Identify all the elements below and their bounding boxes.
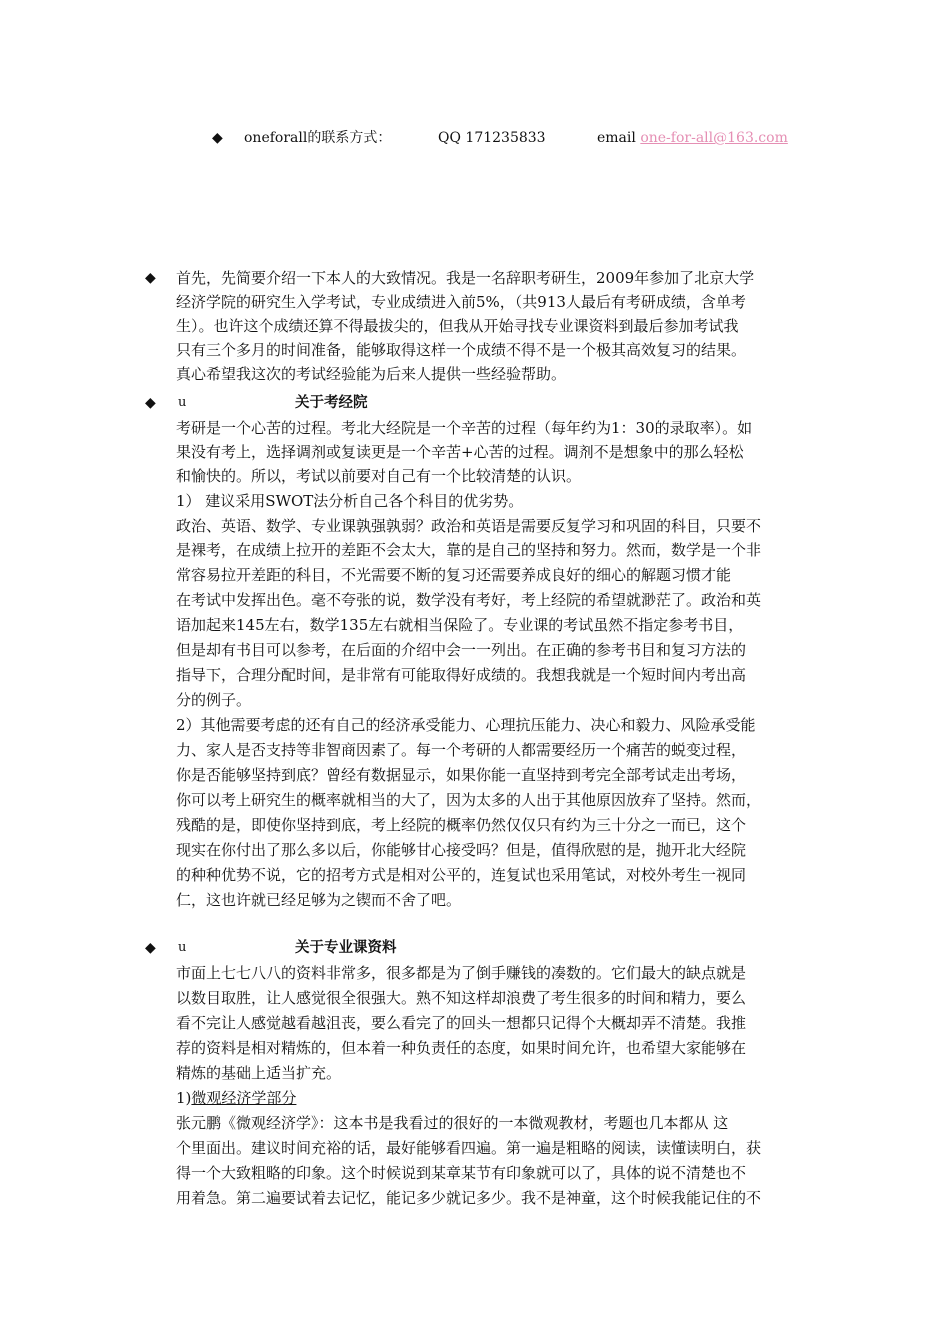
paragraph-line: 你可以考上研究生的概率就相当的大了，因为太多的人出于其他原因放弃了坚持。然而， (176, 791, 762, 809)
paragraph-line: 但是却有书目可以参考，在后面的介绍中会一一列出。在正确的参考书目和复习方法的 (176, 641, 747, 659)
diamond-bullet-icon: ◆ (145, 940, 156, 956)
paragraph-line: 精炼的基础上适当扩充。 (176, 1064, 342, 1082)
paragraph-line: 2）其他需要考虑的还有自己的经济承受能力、心理抗压能力、决心和毅力、风险承受能 (176, 716, 756, 734)
paragraph-line: 的种种优势不说，它的招考方式是相对公平的，连复试也采用笔试，对校外考生一视同 (176, 866, 747, 884)
diamond-bullet-icon: ◆ (145, 270, 156, 286)
paragraph-line: 以数目取胜，让人感觉很全很强大。熟不知这样却浪费了考生很多的时间和精力，要么 (176, 989, 747, 1007)
paragraph-line: 常容易拉开差距的科目，不光需要不断的复习还需要养成良好的细心的解题习惯才能 (176, 566, 732, 584)
paragraph-line: 力、家人是否支持等非智商因素了。每一个考研的人都需要经历一个痛苦的蜕变过程， (176, 741, 747, 759)
paragraph-line: 市面上七七八八的资料非常多，很多都是为了倒手赚钱的凑数的。它们最大的缺点就是 (176, 964, 747, 982)
list-marker: u (178, 395, 187, 410)
email-label: email (597, 130, 636, 146)
paragraph-line: 和愉快的。所以，考试以前要对自己有一个比较清楚的认识。 (176, 467, 582, 485)
subsection-number: 1) (176, 1089, 192, 1107)
paragraph-line: 现实在你付出了那么多以后，你能够甘心接受吗？但是，值得欣慰的是，抛开北大经院 (176, 841, 747, 859)
paragraph-line: 考研是一个心苦的过程。考北大经院是一个辛苦的过程（每年约为1：30的录取率）。如 (176, 419, 753, 437)
diamond-bullet-icon: ◆ (145, 395, 156, 411)
contact-label: oneforall的联系方式： (244, 130, 392, 146)
paragraph-line: 政治、英语、数学、专业课孰强孰弱？政治和英语是需要反复学习和巩固的科目，只要不 (176, 517, 762, 535)
diamond-bullet-icon: ◆ (212, 130, 223, 146)
paragraph-line: 语加起来145左右，数学135左右就相当保险了。专业课的考试虽然不指定参考书目， (176, 616, 744, 634)
paragraph-line: 看不完让人感觉越看越沮丧，要么看完了的回头一想都只记得个大概却弄不清楚。我推 (176, 1014, 747, 1032)
paragraph-line: 指导下，合理分配时间，是非常有可能取得好成绩的。我想我就是一个短时间内考出高 (176, 666, 747, 684)
paragraph-line: 分的例子。 (176, 691, 252, 709)
email-link[interactable]: one-for-all@163.com (640, 130, 788, 146)
paragraph-line: 生）。也许这个成绩还算不得最拔尖的，但我从开始寻找专业课资料到最后参加考试我 (176, 317, 739, 335)
paragraph-line: 荐的资料是相对精炼的，但本着一种负责任的态度，如果时间允许，也希望大家能够在 (176, 1039, 747, 1057)
email-block (597, 126, 788, 150)
paragraph-line: 经济学院的研究生入学考试，专业成绩进入前5%，（共913人最后有考研成绩，含单考 (176, 293, 746, 311)
paragraph-line: 张元鹏《微观经济学》：这本书是我看过的很好的一本微观教材，考题也几本都从 这 (176, 1114, 729, 1132)
paragraph-line: 仁，这也许就已经足够为之锲而不舍了吧。 (176, 891, 462, 909)
paragraph-line: 得一个大致粗略的印象。这个时候说到某章某节有印象就可以了，具体的说不清楚也不 (176, 1164, 747, 1182)
qq-number: QQ 171235833 (438, 130, 546, 146)
paragraph-line: 残酷的是，即使你坚持到底，考上经院的概率仍然仅仅只有约为三十分之一而已，这个 (176, 816, 747, 834)
paragraph-line: 用着急。第二遍要试着去记忆，能记多少就记多少。我不是神童，这个时候我能记住的不 (176, 1189, 762, 1207)
paragraph-line: 是裸考，在成绩上拉开的差距不会太大，靠的是自己的坚持和努力。然而，数学是一个非 (176, 541, 762, 559)
paragraph-line: 首先，先简要介绍一下本人的大致情况。我是一名辞职考研生，2009年参加了北京大学 (176, 269, 755, 287)
list-marker: u (178, 940, 187, 955)
paragraph-line: 只有三个多月的时间准备，能够取得这样一个成绩不得不是一个极其高效复习的结果。 (176, 341, 747, 359)
paragraph-line: 在考试中发挥出色。毫不夸张的说，数学没有考好，考上经院的希望就渺茫了。政治和英 (176, 591, 762, 609)
section-title: 关于专业课资料 (295, 939, 397, 956)
paragraph-line: 真心希望我这次的考试经验能为后来人提供一些经验帮助。 (176, 365, 567, 383)
contact-line (212, 126, 852, 150)
subsection-heading (176, 1086, 296, 1110)
subsection-title: 微观经济学部分 (191, 1089, 297, 1107)
paragraph-line: 你是否能够坚持到底？曾经有数据显示，如果你能一直坚持到考完全部考试走出考场， (176, 766, 747, 784)
section-title: 关于考经院 (295, 394, 368, 411)
paragraph-line: 个里面出。建议时间充裕的话，最好能够看四遍。第一遍是粗略的阅读，读懂读明白，获 (176, 1139, 762, 1157)
paragraph-line: 1） 建议采用SWOT法分析自己各个科目的优劣势。 (176, 492, 524, 510)
paragraph-line: 果没有考上，选择调剂或复读更是一个辛苦+心苦的过程。调剂不是想象中的那么轻松 (176, 443, 744, 461)
